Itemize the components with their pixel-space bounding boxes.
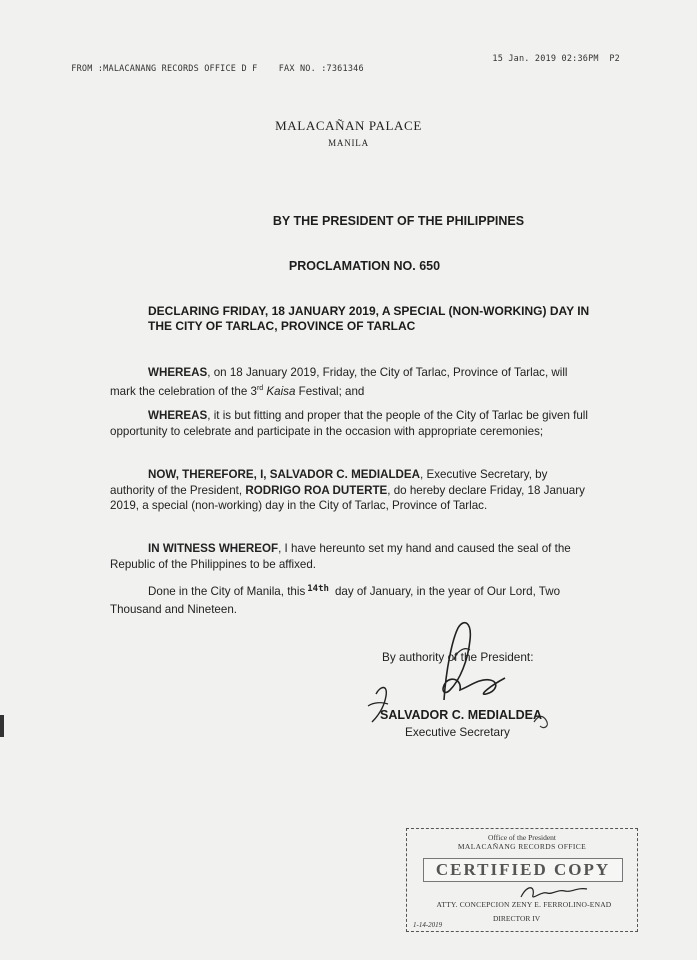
whereas-text-2: , it is but fitting and proper that the people of the City of Tarlac be given full opportunity to celebrate and participate in the occasion with appropriate ceremonies; — [110, 409, 588, 438]
fax-from: FROM :MALACANANG RECORDS OFFICE D F — [71, 64, 258, 74]
proclamation-subject: DECLARING FRIDAY, 18 JANUARY 2019, A SPECIAL (NON-WORKING) DAY IN THE CITY OF TARLAC, PROVINCE OF TARLAC — [148, 304, 590, 333]
declaration-text-a: , Executive Secretary, by authority of the President, — [110, 468, 548, 497]
stamp-office: Office of the President — [488, 833, 556, 842]
fax-number: FAX NO. :7361346 — [278, 64, 364, 74]
ordinal-suffix: rd — [256, 384, 264, 392]
witness-lead: IN WITNESS WHEREOF — [148, 542, 279, 555]
festival-name: Kaisa — [266, 384, 296, 398]
scan-edge-mark — [0, 715, 4, 737]
president-name: RODRIGO ROA DUTERTE — [245, 483, 388, 497]
letterhead-city: MANILA — [328, 138, 369, 148]
proclamation-number: PROCLAMATION NO. 650 — [288, 259, 441, 273]
fax-timestamp: 15 Jan. 2019 02:36PM P2 — [492, 54, 620, 64]
declaration-text-b: , do hereby declare Friday, 18 January 2019, a special (non-working) day in the City of Tarlac, Province of Tarlac. — [110, 483, 585, 512]
whereas-text-1a: , on 18 January 2019, Friday, the City of Tarlac, Province of Tarlac, will mark the celebration of the 3 — [110, 366, 568, 398]
fax-header — [50, 54, 620, 94]
paragraph-whereas-2 — [110, 408, 590, 439]
stamp-certified-copy: CERTIFIED COPY — [423, 858, 623, 882]
paragraph-done — [110, 584, 590, 617]
whereas-text-1b: Festival; and — [295, 384, 365, 398]
stamp-officer-position: DIRECTOR IV — [493, 914, 541, 923]
done-text-b: day of January, in the year of Our Lord, Two Thousand and Nineteen. — [110, 585, 561, 616]
whereas-lead-1: WHEREAS — [148, 366, 208, 379]
paragraph-witness — [110, 541, 590, 572]
authority-line: By authority of the President: — [382, 650, 534, 664]
stamp-date: 1-14-2019 — [413, 921, 443, 929]
certified-copy-stamp — [406, 828, 638, 932]
done-text-a: Done in the City of Manila, this — [148, 585, 306, 598]
witness-text: , I have hereunto set my hand and caused the seal of the Republic of the Philippines to be affixed. — [110, 542, 571, 571]
letterhead-title: MALACAÑAN PALACE — [275, 118, 422, 133]
stamp-officer-name: ATTY. CONCEPCION ZENY E. FERROLINO-ENAD — [436, 900, 612, 909]
whereas-lead-2: WHEREAS — [148, 409, 208, 422]
paragraph-whereas-1 — [110, 365, 590, 399]
issuer-heading: BY THE PRESIDENT OF THE PHILIPPINES — [272, 214, 525, 228]
declaration-lead: NOW, THEREFORE, I, SALVADOR C. MEDIALDEA — [148, 468, 421, 481]
day-filled: 14th — [307, 584, 329, 594]
signatory-designation: Executive Secretary — [405, 725, 510, 739]
paragraph-declaration — [110, 467, 590, 514]
stamp-records-office: MALACAÑANG RECORDS OFFICE — [457, 842, 587, 851]
signatory-name: SALVADOR C. MEDIALDEA — [380, 708, 543, 722]
